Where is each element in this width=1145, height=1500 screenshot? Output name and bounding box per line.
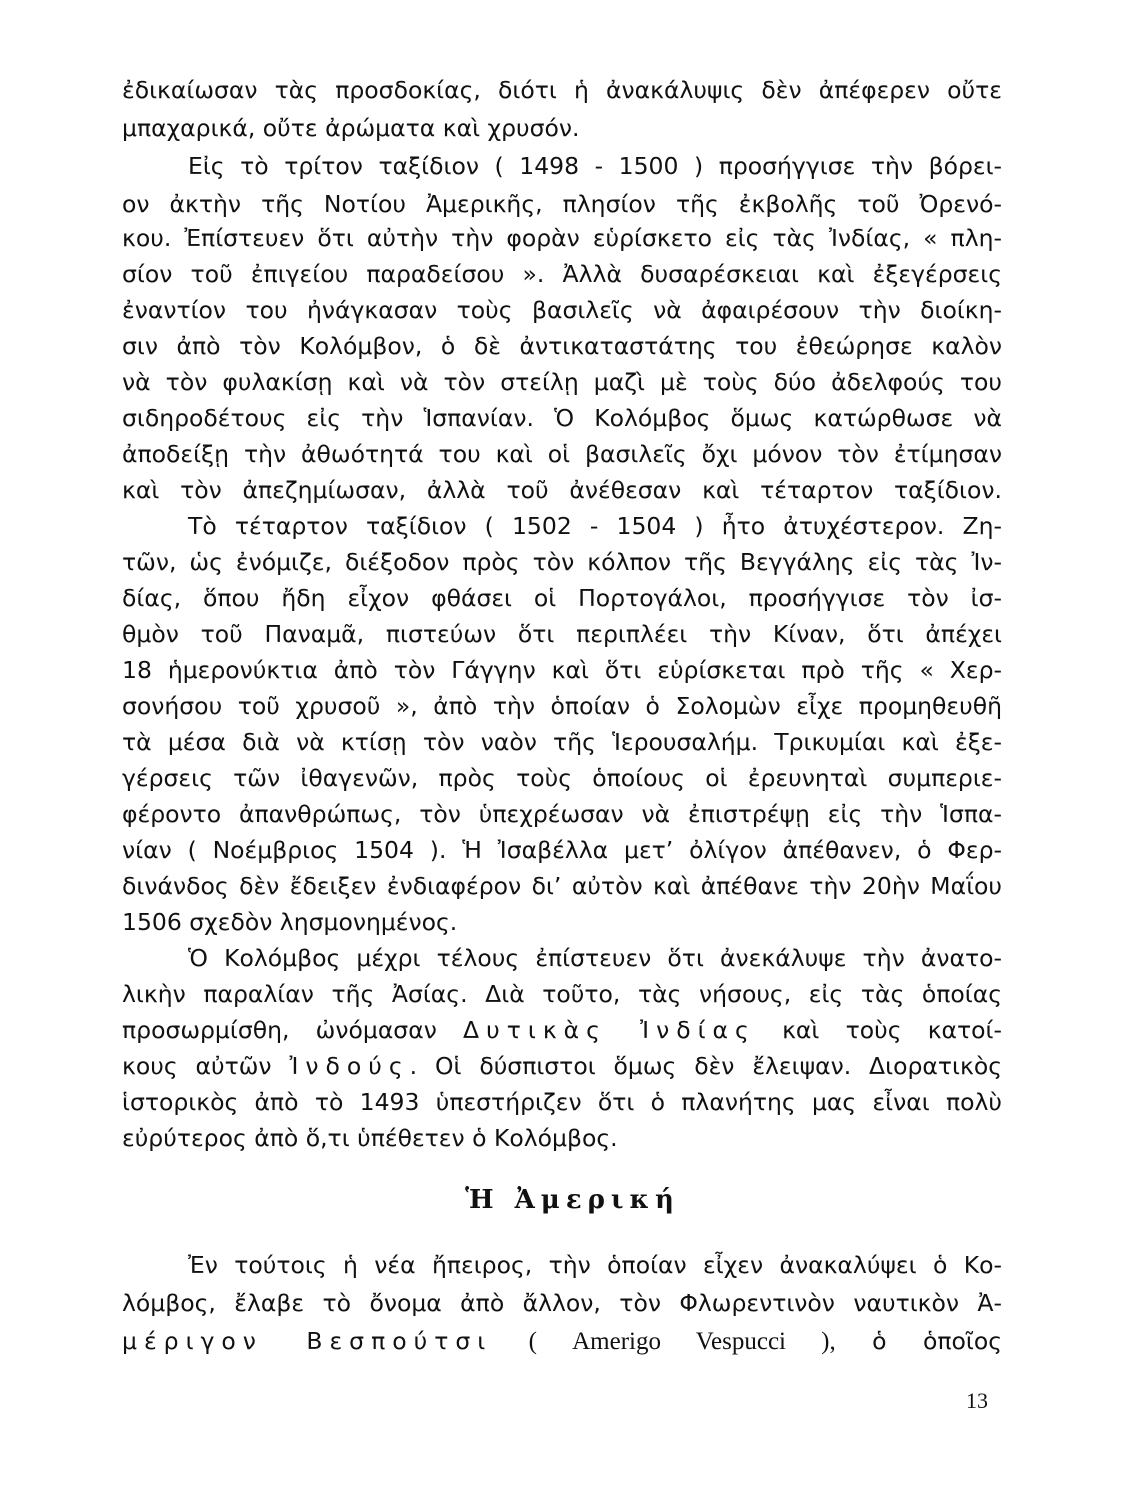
text-line xyxy=(122,1015,1002,1045)
text-line: φέροντο ἀπανθρώπως, τὸν ὑπεχρέωσαν νὰ ἐπιστρέψῃ εἰς τὴν Ἱσπα- xyxy=(122,800,1002,828)
text-line xyxy=(122,1326,1002,1357)
text-run: ὁ ὁποῖος xyxy=(872,1327,1002,1355)
text-run: προσωρμίσθη, ὠνόμασαν xyxy=(122,1016,437,1044)
text-line: τῶν, ὡς ἐνόμιζε, διέξοδον πρὸς τὸν κόλπον τῆς Βεγγάλης εἰς τὰς Ἰν- xyxy=(122,548,1002,576)
text-line: τὰ μέσα διὰ νὰ κτίσῃ τὸν ναὸν τῆς Ἱερουσαλήμ. Τρικυμίαι καὶ ἐξε- xyxy=(122,728,1002,756)
text-line: εὐρύτερος ἀπὸ ὅ,τι ὑπέθετεν ὁ Κολόμβος. xyxy=(122,1124,618,1152)
text-line: σιν ἀπὸ τὸν Κολόμβον, ὁ δὲ ἀντικαταστάτης του ἐθεώρησε καλὸν xyxy=(122,332,1002,360)
text-line: Τὸ τέταρτον ταξίδιον ( 1502 - 1504 ) ἦτο ἀτυχέστερον. Ζη- xyxy=(188,512,1002,540)
text-line: σιδηροδέτους εἰς τὴν Ἱσπανίαν. Ὁ Κολόμβος ὅμως κατώρθωσε νὰ xyxy=(122,404,1002,432)
latin-name: ( Amerigo Vespucci ), xyxy=(528,1328,836,1355)
emphasized-text: Ἰνδούς xyxy=(289,1052,410,1080)
text-line xyxy=(122,1051,1002,1081)
text-line: νὰ τὸν φυλακίσῃ καὶ νὰ τὸν στείλῃ μαζὶ μὲ τοὺς δύο ἀδελφούς του xyxy=(122,368,1002,396)
text-line: ἐδικαίωσαν τὰς προσδοκίας, διότι ἡ ἀνακάλυψις δὲν ἀπέφερεν οὔτε xyxy=(122,76,1002,104)
emphasized-text: μέριγον Βεσπούτσι xyxy=(122,1327,493,1355)
text-line: νίαν ( Νοέμβριος 1504 ). Ἡ Ἰσαβέλλα μετ’ ὀλίγον ἀπέθανεν, ὁ Φερ- xyxy=(122,836,1002,864)
text-line: Ὁ Κολόμβος μέχρι τέλους ἐπίστευεν ὅτι ἀνεκάλυψε τὴν ἀνατο- xyxy=(188,944,1002,972)
text-line: λικὴν παραλίαν τῆς Ἀσίας. Διὰ τοῦτο, τὰς νήσους, εἰς τὰς ὁποίας xyxy=(122,980,1002,1008)
text-line: 1506 σχεδὸν λησμονημένος. xyxy=(122,908,458,936)
text-line: μπαχαρικά, οὔτε ἀρώματα καὶ χρυσόν. xyxy=(122,114,580,142)
text-run: . Οἱ δύσπιστοι ὅμως δὲν ἔλειψαν. Διορατικὸς xyxy=(409,1052,1002,1080)
text-line: ἐναντίον του ἠνάγκασαν τοὺς βασιλεῖς νὰ ἀφαιρέσουν τὴν διοίκη- xyxy=(122,296,1002,324)
emphasized-text: Δυτικὰς Ἰνδίας xyxy=(463,1016,756,1044)
text-line: Εἰς τὸ τρίτον ταξίδιον ( 1498 - 1500 ) προσήγγισε τὴν βόρει- xyxy=(188,152,1002,180)
text-line: Ἐν τούτοις ἡ νέα ἤπειρος, τὴν ὁποίαν εἶχεν ἀνακαλύψει ὁ Κο- xyxy=(188,1251,1002,1279)
text-line: καὶ τὸν ἀπεζημίωσαν, ἀλλὰ τοῦ ἀνέθεσαν καὶ τέταρτον ταξίδιον. xyxy=(122,476,1002,504)
text-line: δίας, ὅπου ἤδη εἶχον φθάσει οἱ Πορτογάλοι, προσήγγισε τὸν ἰσ- xyxy=(122,584,1002,612)
text-line: λόμβος, ἔλαβε τὸ ὄνομα ἀπὸ ἄλλον, τὸν Φλωρεντινὸν ναυτικὸν Ἀ- xyxy=(122,1289,1002,1317)
text-run: καὶ τοὺς κατοί- xyxy=(782,1016,1002,1044)
text-line: σονήσου τοῦ χρυσοῦ », ἀπὸ τὴν ὁποίαν ὁ Σολομὼν εἶχε προμηθευθῆ xyxy=(122,692,1002,720)
page-number: 13 xyxy=(966,1388,988,1413)
text-line: σίον τοῦ ἐπιγείου παραδείσου ». Ἀλλὰ δυσαρέσκειαι καὶ ἐξεγέρσεις xyxy=(122,260,1002,288)
section-heading: Ἡ Ἀμερική xyxy=(465,1185,680,1215)
text-line: δινάνδος δὲν ἔδειξεν ἐνδιαφέρον δι’ αὐτὸν καὶ ἀπέθανε τὴν 20ὴν Μαΐου xyxy=(122,872,1002,900)
text-line: γέρσεις τῶν ἰθαγενῶν, πρὸς τοὺς ὁποίους οἱ ἐρευνηταὶ συμπεριε- xyxy=(122,764,1002,792)
text-line: 18 ἡμερονύκτια ἀπὸ τὸν Γάγγην καὶ ὅτι εὑρίσκεται πρὸ τῆς « Χερ- xyxy=(122,656,1002,684)
text-line: ἱστορικὸς ἀπὸ τὸ 1493 ὑπεστήριζεν ὅτι ὁ πλανήτης μας εἶναι πολὺ xyxy=(122,1088,1002,1116)
text-line: θμὸν τοῦ Παναμᾶ, πιστεύων ὅτι περιπλέει τὴν Κίναν, ὅτι ἀπέχει xyxy=(122,620,1002,648)
text-line: ον ἀκτὴν τῆς Νοτίου Ἀμερικῆς, πλησίον τῆς ἐκβολῆς τοῦ Ὀρενό- xyxy=(122,190,1002,218)
text-run: κους αὐτῶν xyxy=(122,1052,272,1080)
text-line: ἀποδείξῃ τὴν ἀθωότητά του καὶ οἱ βασιλεῖς ὄχι μόνον τὸν ἐτίμησαν xyxy=(122,440,1002,468)
text-line: κου. Ἐπίστευεν ὅτι αὐτὴν τὴν φορὰν εὑρίσκετο εἰς τὰς Ἰνδίας, « πλη- xyxy=(122,224,1002,252)
